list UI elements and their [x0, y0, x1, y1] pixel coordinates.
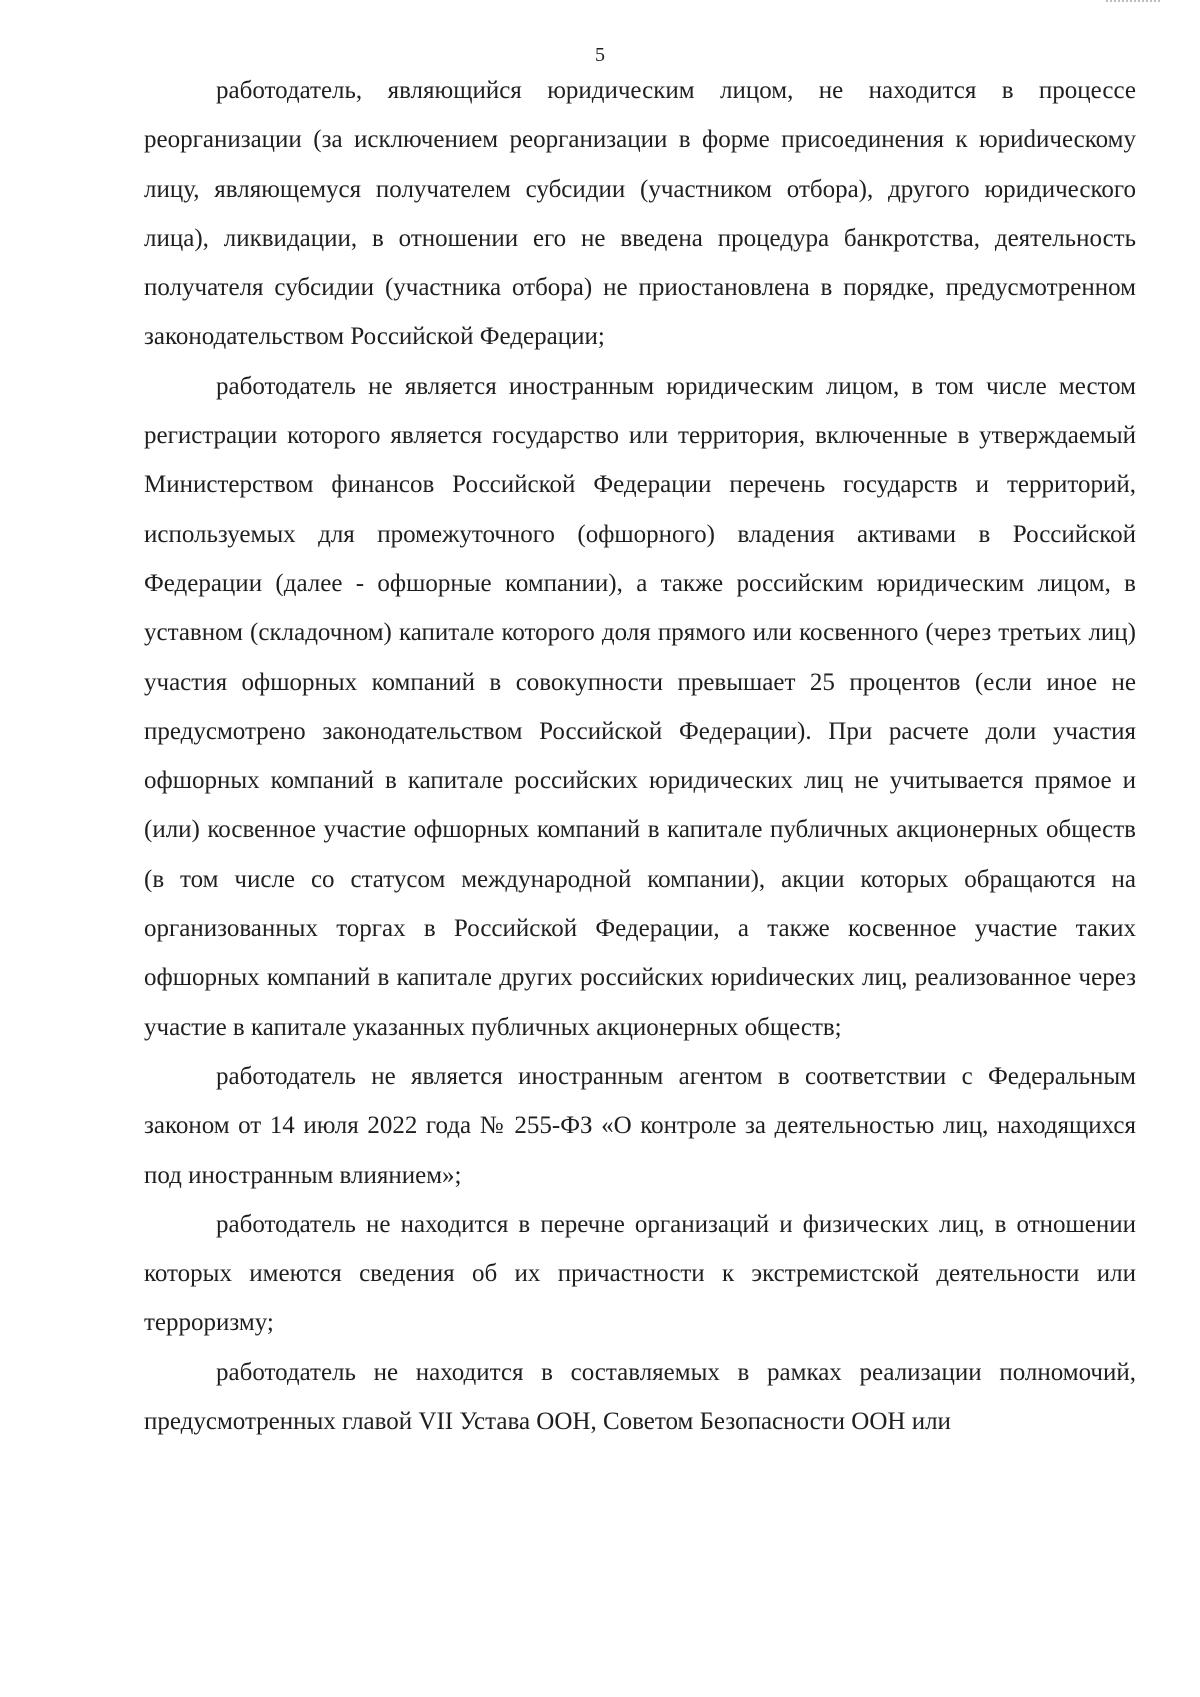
page-number: 5	[595, 44, 605, 66]
paragraph-reorganization: работодатель, являющийся юридическим лицом, не находится в процессе реорганизации (за исключением реорганизации в форме присоединения к юриdическому лицу, являющемуся получателем субсидии (участником отбора), другого юридического лица), ликвидации, в отношении его не введена процедура банкротства, деятельность получателя субсидии (участника отбора) не приостановлена в порядке, предусмотренном законодательством Российской Федерации;	[144, 77, 1136, 351]
scan-edge-mark	[1106, 0, 1160, 5]
paragraph-offshore: работодатель не является иностранным юридическим лицом, в том числе местом регистрации которого является государство или территория, включенные в утверждаемый Министерством финансов Российской Федерации перечень государств и территорий, используемых для промежуточного (офшорного) владения активами в Российской Федерации (далее - офшорные компании), а также российским юридическим лицом, в уставном (складочном) капитале которого доля прямого или косвенного (через третьих лиц) участия офшорных компаний в совокупности превышает 25 процентов (если иное не предусмотрено законодательством Российской Федерации). При расчете доли участия офшорных компаний в капитале российских юридических лиц не учитывается прямое и (или) косвенное участие офшорных компаний в капитале публичных акционерных обществ (в том числе со статусом международной компании), акции которых обращаются на организованных торгах в Российской Федерации, а также косвенное участие таких офшорных компаний в капитале других российских юриdических лиц, реализованное через участие в капитале указанных публичных акционерных обществ;	[144, 372, 1136, 1041]
paragraph-extremism-list: работодатель не находится в перечне организаций и физических лиц, в отношении которых имеются сведения об их причастности к экстремистской деятельности или терроризму;	[144, 1210, 1136, 1337]
paragraph-un-sanctions: работодатель не находится в составляемых в рамках реализации полномочий, предусмотренных главой VII Устава ООН, Советом Безопасности ООН или	[144, 1358, 1136, 1436]
document-body	[144, 66, 1136, 1446]
paragraph-foreign-agent: работодатель не является иностранным агентом в соответствии с Федеральным законом от 14 июля 2022 года № 255-ФЗ «О контроле за деятельностью лиц, находящихся под иностранным влиянием»;	[144, 1062, 1136, 1189]
